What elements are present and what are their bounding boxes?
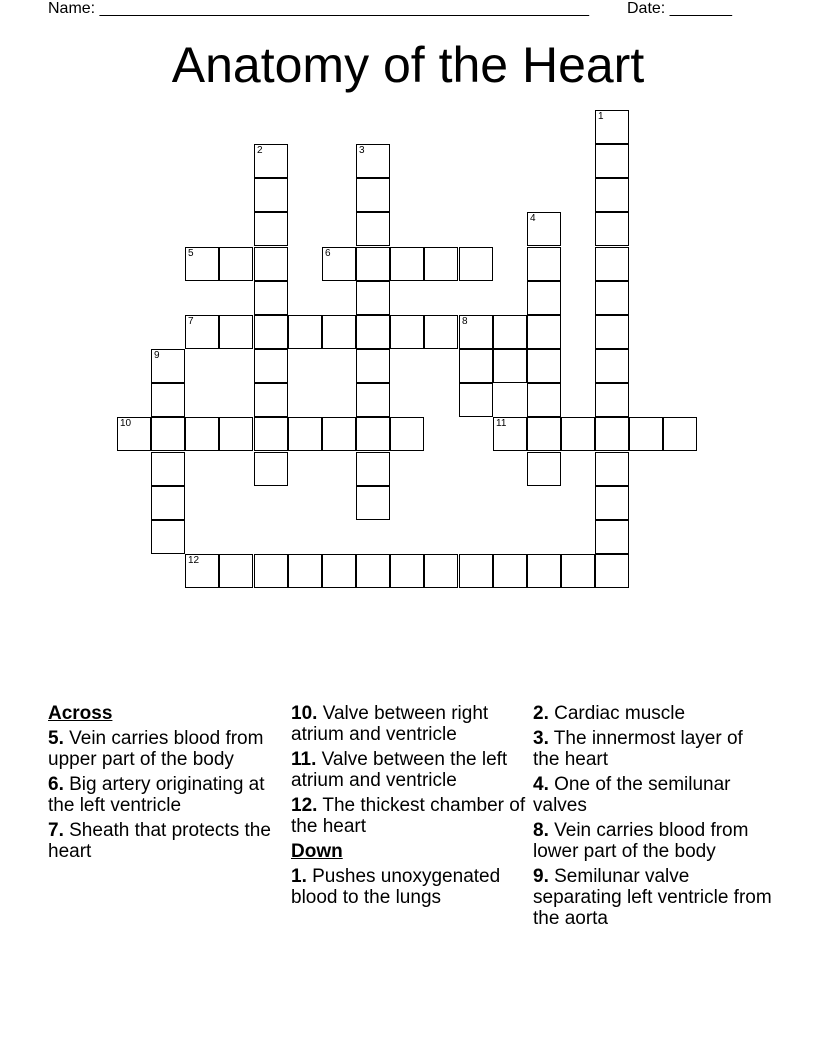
crossword-cell[interactable] — [151, 383, 185, 417]
down-heading: Down — [291, 841, 343, 862]
crossword-cell[interactable] — [254, 247, 288, 281]
cell-number: 4 — [530, 213, 536, 224]
cell-number: 12 — [188, 555, 200, 566]
crossword-cell[interactable] — [356, 212, 390, 246]
crossword-cell[interactable] — [254, 383, 288, 417]
crossword-cell[interactable] — [288, 417, 322, 451]
crossword-cell[interactable] — [356, 144, 390, 178]
crossword-cell[interactable] — [595, 520, 629, 554]
clue-number: 11. — [291, 749, 317, 770]
clue-down-9 — [533, 866, 773, 929]
crossword-cell[interactable] — [117, 417, 151, 451]
clue-number: 1. — [291, 866, 307, 887]
crossword-cell[interactable] — [356, 554, 390, 588]
clue-number: 7. — [48, 820, 64, 841]
crossword-cell[interactable] — [424, 315, 458, 349]
crossword-cell[interactable] — [459, 383, 493, 417]
crossword-cell[interactable] — [288, 554, 322, 588]
crossword-cell[interactable] — [185, 247, 219, 281]
crossword-cell[interactable] — [151, 520, 185, 554]
cell-number: 3 — [359, 145, 365, 156]
clue-number: 5. — [48, 728, 64, 749]
crossword-cell[interactable] — [356, 349, 390, 383]
crossword-cell[interactable] — [595, 281, 629, 315]
clue-number: 2. — [533, 703, 549, 724]
clue-number: 8. — [533, 820, 549, 841]
clue-text: Vein carries blood from upper part of the body — [48, 728, 264, 770]
clue-text: Vein carries blood from lower part of the body — [533, 820, 749, 862]
clue-across-10 — [291, 703, 526, 745]
crossword-cell[interactable] — [151, 486, 185, 520]
crossword-cell[interactable] — [254, 212, 288, 246]
clue-number: 12. — [291, 795, 318, 816]
crossword-cell[interactable] — [254, 281, 288, 315]
crossword-cell[interactable] — [390, 554, 424, 588]
crossword-cell[interactable] — [219, 315, 253, 349]
crossword-cell[interactable] — [459, 247, 493, 281]
crossword-cell[interactable] — [595, 486, 629, 520]
crossword-cell[interactable] — [322, 554, 356, 588]
clue-text: Sheath that protects the heart — [48, 820, 271, 862]
crossword-cell[interactable] — [561, 417, 595, 451]
clue-text: Cardiac muscle — [548, 703, 686, 724]
clue-text: Big artery originating at the left ventricle — [48, 774, 265, 816]
clue-down-8 — [533, 820, 773, 862]
clue-text: One of the semilunar valves — [533, 774, 731, 816]
clue-across-12 — [291, 795, 526, 837]
crossword-cell[interactable] — [356, 281, 390, 315]
crossword-cell[interactable] — [527, 281, 561, 315]
crossword-cell[interactable] — [151, 349, 185, 383]
crossword-cell[interactable] — [595, 315, 629, 349]
clue-down-1 — [291, 866, 526, 908]
crossword-cell[interactable] — [424, 554, 458, 588]
crossword-cell[interactable] — [254, 417, 288, 451]
crossword-cell[interactable] — [595, 247, 629, 281]
crossword-cell[interactable] — [595, 349, 629, 383]
clue-text: The innermost layer of the heart — [533, 728, 743, 770]
crossword-cell[interactable] — [629, 417, 663, 451]
clues-column-1 — [48, 703, 278, 866]
clues-column-2 — [291, 703, 526, 912]
cell-number: 2 — [257, 145, 263, 156]
crossword-cell[interactable] — [527, 247, 561, 281]
crossword-cell[interactable] — [663, 417, 697, 451]
crossword-cell[interactable] — [595, 554, 629, 588]
crossword-cell[interactable] — [595, 178, 629, 212]
crossword-cell[interactable] — [185, 417, 219, 451]
crossword-cell[interactable] — [254, 452, 288, 486]
crossword-cell[interactable] — [322, 417, 356, 451]
clue-text: Valve between right atrium and ventricle — [291, 703, 489, 745]
crossword-cell[interactable] — [254, 178, 288, 212]
clue-across-6 — [48, 774, 278, 816]
crossword-cell[interactable] — [185, 554, 219, 588]
crossword-cell[interactable] — [459, 349, 493, 383]
clue-across-5 — [48, 728, 278, 770]
crossword-cell[interactable] — [527, 383, 561, 417]
crossword-cell[interactable] — [595, 212, 629, 246]
cell-number: 5 — [188, 248, 194, 259]
clue-text: Valve between the left atrium and ventricle — [291, 749, 508, 791]
crossword-cell[interactable] — [219, 417, 253, 451]
crossword-cell[interactable] — [459, 315, 493, 349]
crossword-cell[interactable] — [493, 315, 527, 349]
crossword-cell[interactable] — [254, 349, 288, 383]
clue-across-11 — [291, 749, 526, 791]
crossword-cell[interactable] — [527, 349, 561, 383]
clue-number: 9. — [533, 866, 549, 887]
crossword-cell[interactable] — [493, 554, 527, 588]
clue-number: 4. — [533, 774, 549, 795]
cell-number: 9 — [154, 350, 160, 361]
clue-text: Pushes unoxygenated blood to the lungs — [291, 866, 501, 908]
clue-text: Semilunar valve separating left ventricle from the aorta — [533, 866, 772, 929]
across-heading: Across — [48, 703, 113, 724]
crossword-cell[interactable] — [356, 486, 390, 520]
crossword-cell[interactable] — [390, 417, 424, 451]
crossword-cell[interactable] — [561, 554, 595, 588]
cell-number: 7 — [188, 316, 194, 327]
name-field-label[interactable]: Name: _______________________________________________________ — [48, 0, 589, 17]
crossword-cell[interactable] — [595, 383, 629, 417]
cell-number: 1 — [598, 111, 604, 122]
crossword-cell[interactable] — [356, 452, 390, 486]
crossword-cell[interactable] — [527, 315, 561, 349]
crossword-cell[interactable] — [595, 110, 629, 144]
clue-text: The thickest chamber of the heart — [291, 795, 526, 837]
clue-number: 6. — [48, 774, 64, 795]
crossword-cell[interactable] — [356, 383, 390, 417]
crossword-cell[interactable] — [459, 554, 493, 588]
crossword-cell[interactable] — [527, 452, 561, 486]
date-field-label[interactable]: Date: _______ — [627, 0, 732, 17]
crossword-cell[interactable] — [185, 315, 219, 349]
crossword-cell[interactable] — [254, 144, 288, 178]
crossword-cell[interactable] — [254, 315, 288, 349]
cell-number: 6 — [325, 248, 331, 259]
page-title: Anatomy of the Heart — [171, 37, 645, 93]
crossword-cell[interactable] — [527, 554, 561, 588]
clues-column-3 — [533, 703, 773, 933]
clue-across-7 — [48, 820, 278, 862]
crossword-cell[interactable] — [527, 212, 561, 246]
crossword-cell[interactable] — [595, 417, 629, 451]
crossword-cell[interactable] — [527, 417, 561, 451]
crossword-cell[interactable] — [595, 144, 629, 178]
crossword-cell[interactable] — [254, 554, 288, 588]
crossword-cell[interactable] — [595, 452, 629, 486]
cell-number: 11 — [496, 418, 507, 429]
crossword-cell[interactable] — [424, 247, 458, 281]
crossword-cell[interactable] — [356, 315, 390, 349]
crossword-cell[interactable] — [356, 417, 390, 451]
clue-down-3 — [533, 728, 773, 770]
crossword-cell[interactable] — [390, 315, 424, 349]
crossword-cell[interactable] — [322, 315, 356, 349]
crossword-cell[interactable] — [288, 315, 322, 349]
cell-number: 8 — [462, 316, 468, 327]
crossword-cell[interactable] — [322, 247, 356, 281]
clue-number: 3. — [533, 728, 549, 749]
crossword-cell[interactable] — [219, 247, 253, 281]
cell-number: 10 — [120, 418, 132, 429]
crossword-cell[interactable] — [219, 554, 253, 588]
crossword-cell[interactable] — [493, 417, 527, 451]
crossword-cell[interactable] — [390, 247, 424, 281]
crossword-cell[interactable] — [493, 349, 527, 383]
clue-down-4 — [533, 774, 773, 816]
crossword-cell[interactable] — [151, 452, 185, 486]
clue-number: 10. — [291, 703, 318, 724]
crossword-cell[interactable] — [356, 178, 390, 212]
clue-down-2 — [533, 703, 773, 724]
crossword-cell[interactable] — [356, 247, 390, 281]
crossword-cell[interactable] — [151, 417, 185, 451]
